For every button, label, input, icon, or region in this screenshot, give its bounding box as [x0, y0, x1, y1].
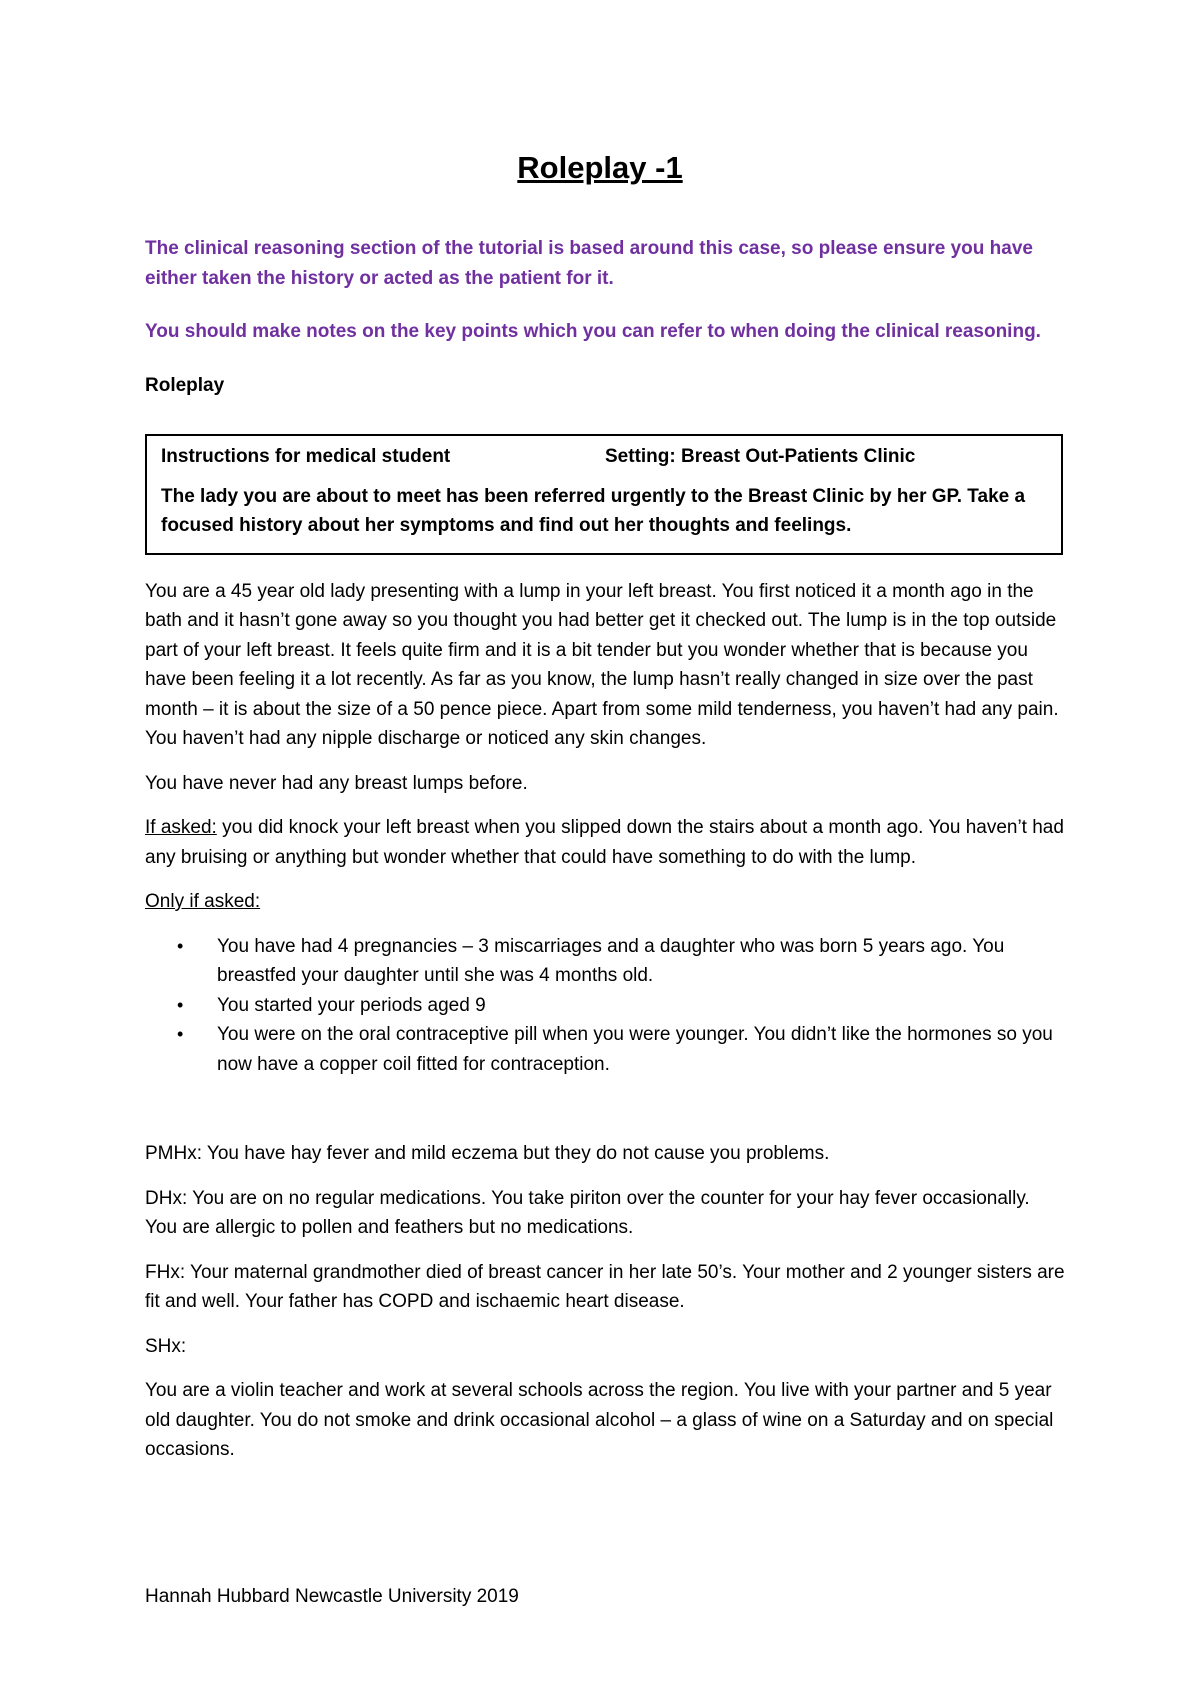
roleplay-heading: Roleplay [145, 374, 225, 396]
bullet-icon: • [177, 1024, 184, 1044]
if-asked-paragraph [145, 813, 1065, 872]
page-title: Roleplay -1 [517, 150, 683, 185]
instructions-box [145, 434, 1063, 555]
document-body [145, 234, 1065, 1480]
fhx-paragraph: FHx: Your maternal grandmother died of breast cancer in her late 50’s. Your mother and 2 younger sisters are fit and well. Your father has COPD and ischaemic heart disease. [145, 1261, 1065, 1312]
list-item: • You have had 4 pregnancies – 3 miscarriages and a daughter who was born 5 years ago. You breastfed your daughter until she was 4 months old. [217, 932, 1065, 991]
shx-label: SHx: [145, 1335, 187, 1357]
pmhx-paragraph: PMHx: You have hay fever and mild eczema but they do not cause you problems. [145, 1143, 830, 1164]
presentation-paragraph: You are a 45 year old lady presenting with a lump in your left breast. You first noticed it a month ago in the bath and it hasn’t gone away so you thought you had better get it checked out. The lump is in the top outside part of your left breast. It feels quite firm and it is a bit tender but you wonder whether that is because you have been feeling it a lot recently. As far as you know, the lump hasn’t really changed in size over the past month – it is about the size of a 50 pence piece. Apart from some mild tenderness, you haven’t had any pain. You haven’t had any nipple discharge or noticed any skin changes. [145, 580, 1059, 749]
if-asked-text: you did knock your left breast when you slipped down the stairs about a month ago. You haven’t had any bruising or anything but wonder whether that could have something to do with the lump. [145, 817, 1064, 868]
setting-label: Setting: Breast Out-Patients Clinic [605, 446, 916, 467]
list-item: • You were on the oral contraceptive pill when you were younger. You didn’t like the hormones so you now have a copper coil fitted for contraception. [217, 1020, 1065, 1079]
instructions-text: The lady you are about to meet has been referred urgently to the Breast Clinic by her GP. Take a focused history about her symptoms and find out her thoughts and feelings. [161, 485, 1026, 536]
shx-paragraph: You are a violin teacher and work at several schools across the region. You live with your partner and 5 year old daughter. You do not smoke and drink occasional alcohol – a glass of wine on a Saturday and on special occasions. [145, 1380, 1054, 1460]
bullet-icon: • [177, 935, 184, 956]
bullet-icon: • [177, 994, 184, 1015]
list-item: • You started your periods aged 9 [217, 991, 1065, 1021]
intro-note-2: You should make notes on the key points which you can refer to when doing the clinical reasoning. [145, 321, 1041, 342]
instructions-label: Instructions for medical student [161, 446, 451, 467]
page-footer: Hannah Hubbard Newcastle University 2019 [145, 1586, 519, 1607]
if-asked-label: If asked: [145, 817, 217, 838]
instructions-header-row [161, 442, 1047, 472]
previous-lumps-paragraph: You have never had any breast lumps before. [145, 772, 528, 794]
only-if-asked-label: Only if asked: [145, 891, 261, 912]
dhx-paragraph: DHx: You are on no regular medications. You take piriton over the counter for your hay fever occasionally. You are allergic to pollen and feathers but no medications. [145, 1187, 1030, 1238]
history-bullet-list [145, 932, 1065, 1080]
intro-note-1: The clinical reasoning section of the tutorial is based around this case, so please ensure you have either taken the history or acted as the patient for it. [145, 238, 1033, 289]
